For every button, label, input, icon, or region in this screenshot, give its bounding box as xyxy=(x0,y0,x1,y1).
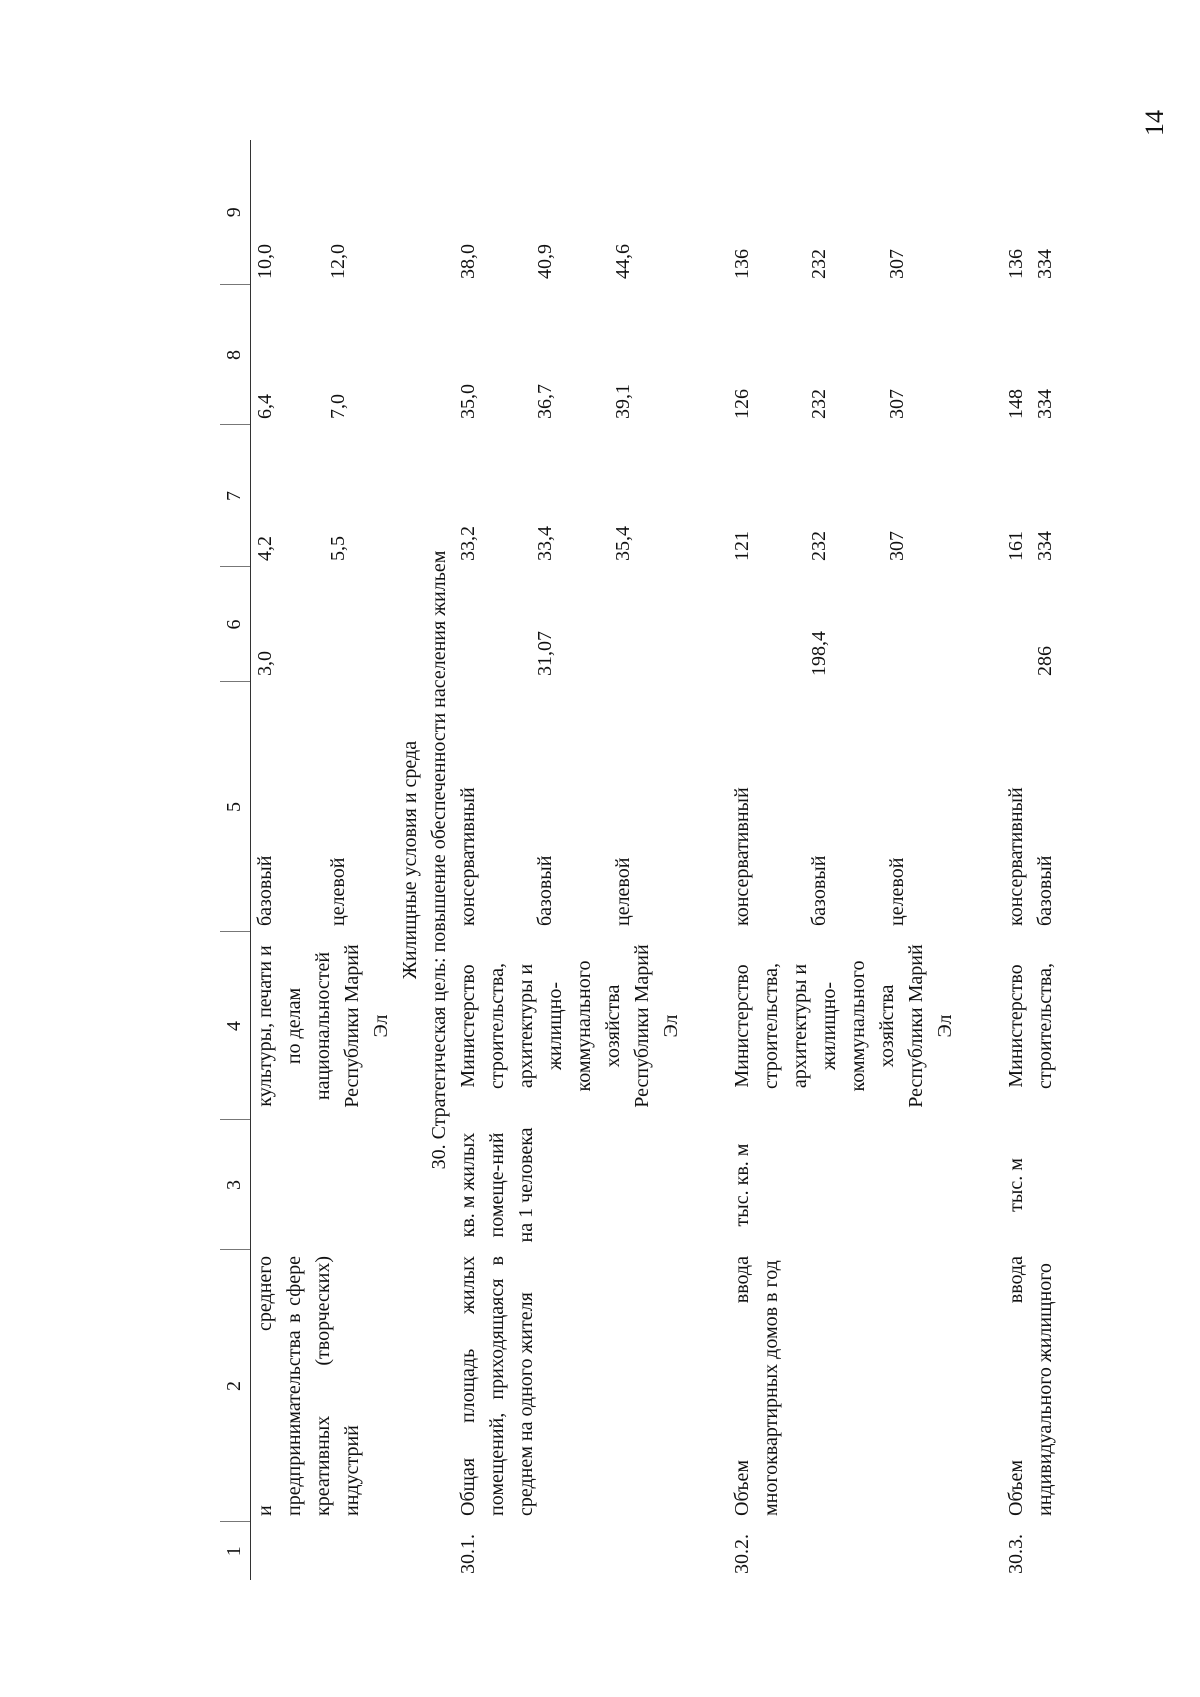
responsible-body: Министерство строительства, xyxy=(1005,963,1056,1089)
value-col9: 44,6 xyxy=(611,244,634,279)
row-number xyxy=(251,1522,397,1580)
unit xyxy=(251,1120,397,1250)
col-header-7: 7 xyxy=(220,425,251,567)
column-number-header xyxy=(220,140,251,1580)
value-col8: 126 xyxy=(731,389,753,419)
row-number: 30.2. xyxy=(731,1534,753,1574)
goal-title: 30. Стратегическая цель: повышение обеспеченности населения жильем xyxy=(428,550,450,1170)
rotated-table-container xyxy=(220,140,1056,1580)
responsible-body: культуры, печати и по делам национальностей Республики Марий Эл xyxy=(254,944,392,1108)
indicator-name: Общая площадь жилых помещений, приходящаяся в среднем на одного жителя xyxy=(457,1256,537,1516)
value-col9: 136 xyxy=(731,249,753,279)
col-header-1: 1 xyxy=(220,1522,251,1580)
col-header-9: 9 xyxy=(220,140,251,285)
value-col9: 307 xyxy=(885,249,908,279)
value-col9: 12,0 xyxy=(326,244,349,279)
responsible-body: Министерство строительства, архитектуры и жилищно-коммунального хозяйства Республики Марий Эл xyxy=(457,944,682,1108)
value-col8: 39,1 xyxy=(611,384,634,419)
value-col6 xyxy=(883,567,960,682)
value-col7: 5,5 xyxy=(326,536,349,561)
value-col6 xyxy=(609,567,686,682)
value-col6 xyxy=(324,567,396,682)
value-col8: 307 xyxy=(885,389,908,419)
value-col7: 35,4 xyxy=(611,526,634,561)
value-col8: 232 xyxy=(808,389,831,419)
indicator-name: Объем ввода многоквартирных домов в год xyxy=(731,1256,782,1516)
value-col8: 148 xyxy=(1005,389,1027,419)
col-header-4: 4 xyxy=(220,932,251,1120)
value-col6: 31,07 xyxy=(534,631,557,676)
col-header-6: 6 xyxy=(220,567,251,682)
scenario-name: консервативный xyxy=(457,787,479,926)
scenario-name: целевой xyxy=(326,857,349,926)
indicator-name: Объем ввода индивидуального жилищного xyxy=(1005,1256,1056,1516)
value-col6 xyxy=(454,567,531,682)
value-col8: 7,0 xyxy=(326,394,349,419)
indicator-name: и среднего предпринимательства в сфере креативных (творческих) индустрий xyxy=(254,1256,363,1516)
scenario-name: консервативный xyxy=(731,787,753,926)
value-col9: 38,0 xyxy=(457,244,479,279)
value-col9: 10,0 xyxy=(254,244,276,279)
section-heading-row xyxy=(396,140,425,1580)
page-number: 14 xyxy=(1140,110,1169,136)
value-col9: 334 xyxy=(1034,249,1056,279)
value-col9: 40,9 xyxy=(534,244,557,279)
table-row xyxy=(454,140,531,1580)
row-number: 30.1. xyxy=(457,1534,479,1574)
section-title: Жилищные условия и среда xyxy=(399,740,421,980)
value-col8: 35,0 xyxy=(457,384,479,419)
indicators-table xyxy=(220,140,1060,1580)
value-col7: 334 xyxy=(1034,531,1056,561)
value-col7: 161 xyxy=(1005,531,1027,561)
unit: кв. м жилых помеще-ний на 1 человека xyxy=(457,1127,537,1243)
value-col7: 33,4 xyxy=(534,526,557,561)
value-col7: 33,2 xyxy=(457,526,479,561)
scenario-name: базовый xyxy=(1034,855,1056,926)
value-col6 xyxy=(1002,567,1031,682)
scenario-name: базовый xyxy=(808,855,831,926)
value-col7: 232 xyxy=(808,531,831,561)
col-header-2: 2 xyxy=(220,1250,251,1522)
scenario-name: консервативный xyxy=(1005,787,1027,926)
value-col6: 286 xyxy=(1034,646,1056,676)
scenario-name: базовый xyxy=(254,855,276,926)
col-header-5: 5 xyxy=(220,682,251,932)
value-col9: 232 xyxy=(808,249,831,279)
scenario-name: целевой xyxy=(885,857,908,926)
table-row xyxy=(251,140,324,1580)
row-number: 30.3. xyxy=(1005,1534,1027,1574)
col-header-3: 3 xyxy=(220,1120,251,1250)
scenario-name: целевой xyxy=(611,857,634,926)
scenario-name: базовый xyxy=(534,855,557,926)
value-col7: 307 xyxy=(885,531,908,561)
col-header-8: 8 xyxy=(220,285,251,425)
value-col8: 36,7 xyxy=(534,384,557,419)
unit: тыс. кв. м xyxy=(731,1143,753,1227)
value-col7: 4,2 xyxy=(254,536,276,561)
responsible-body: Министерство строительства, архитектуры и жилищно-коммунального хозяйства Республики Марий Эл xyxy=(731,944,956,1108)
value-col6: 3,0 xyxy=(254,651,276,676)
table-row xyxy=(728,140,805,1580)
value-col8: 6,4 xyxy=(254,394,276,419)
value-col6: 198,4 xyxy=(808,631,831,676)
goal-heading-row xyxy=(425,140,454,1580)
value-col7: 121 xyxy=(731,531,753,561)
value-col6 xyxy=(728,567,805,682)
value-col8: 334 xyxy=(1034,389,1056,419)
unit: тыс. м xyxy=(1005,1158,1027,1212)
table-row xyxy=(1002,140,1031,1580)
value-col9: 136 xyxy=(1005,249,1027,279)
